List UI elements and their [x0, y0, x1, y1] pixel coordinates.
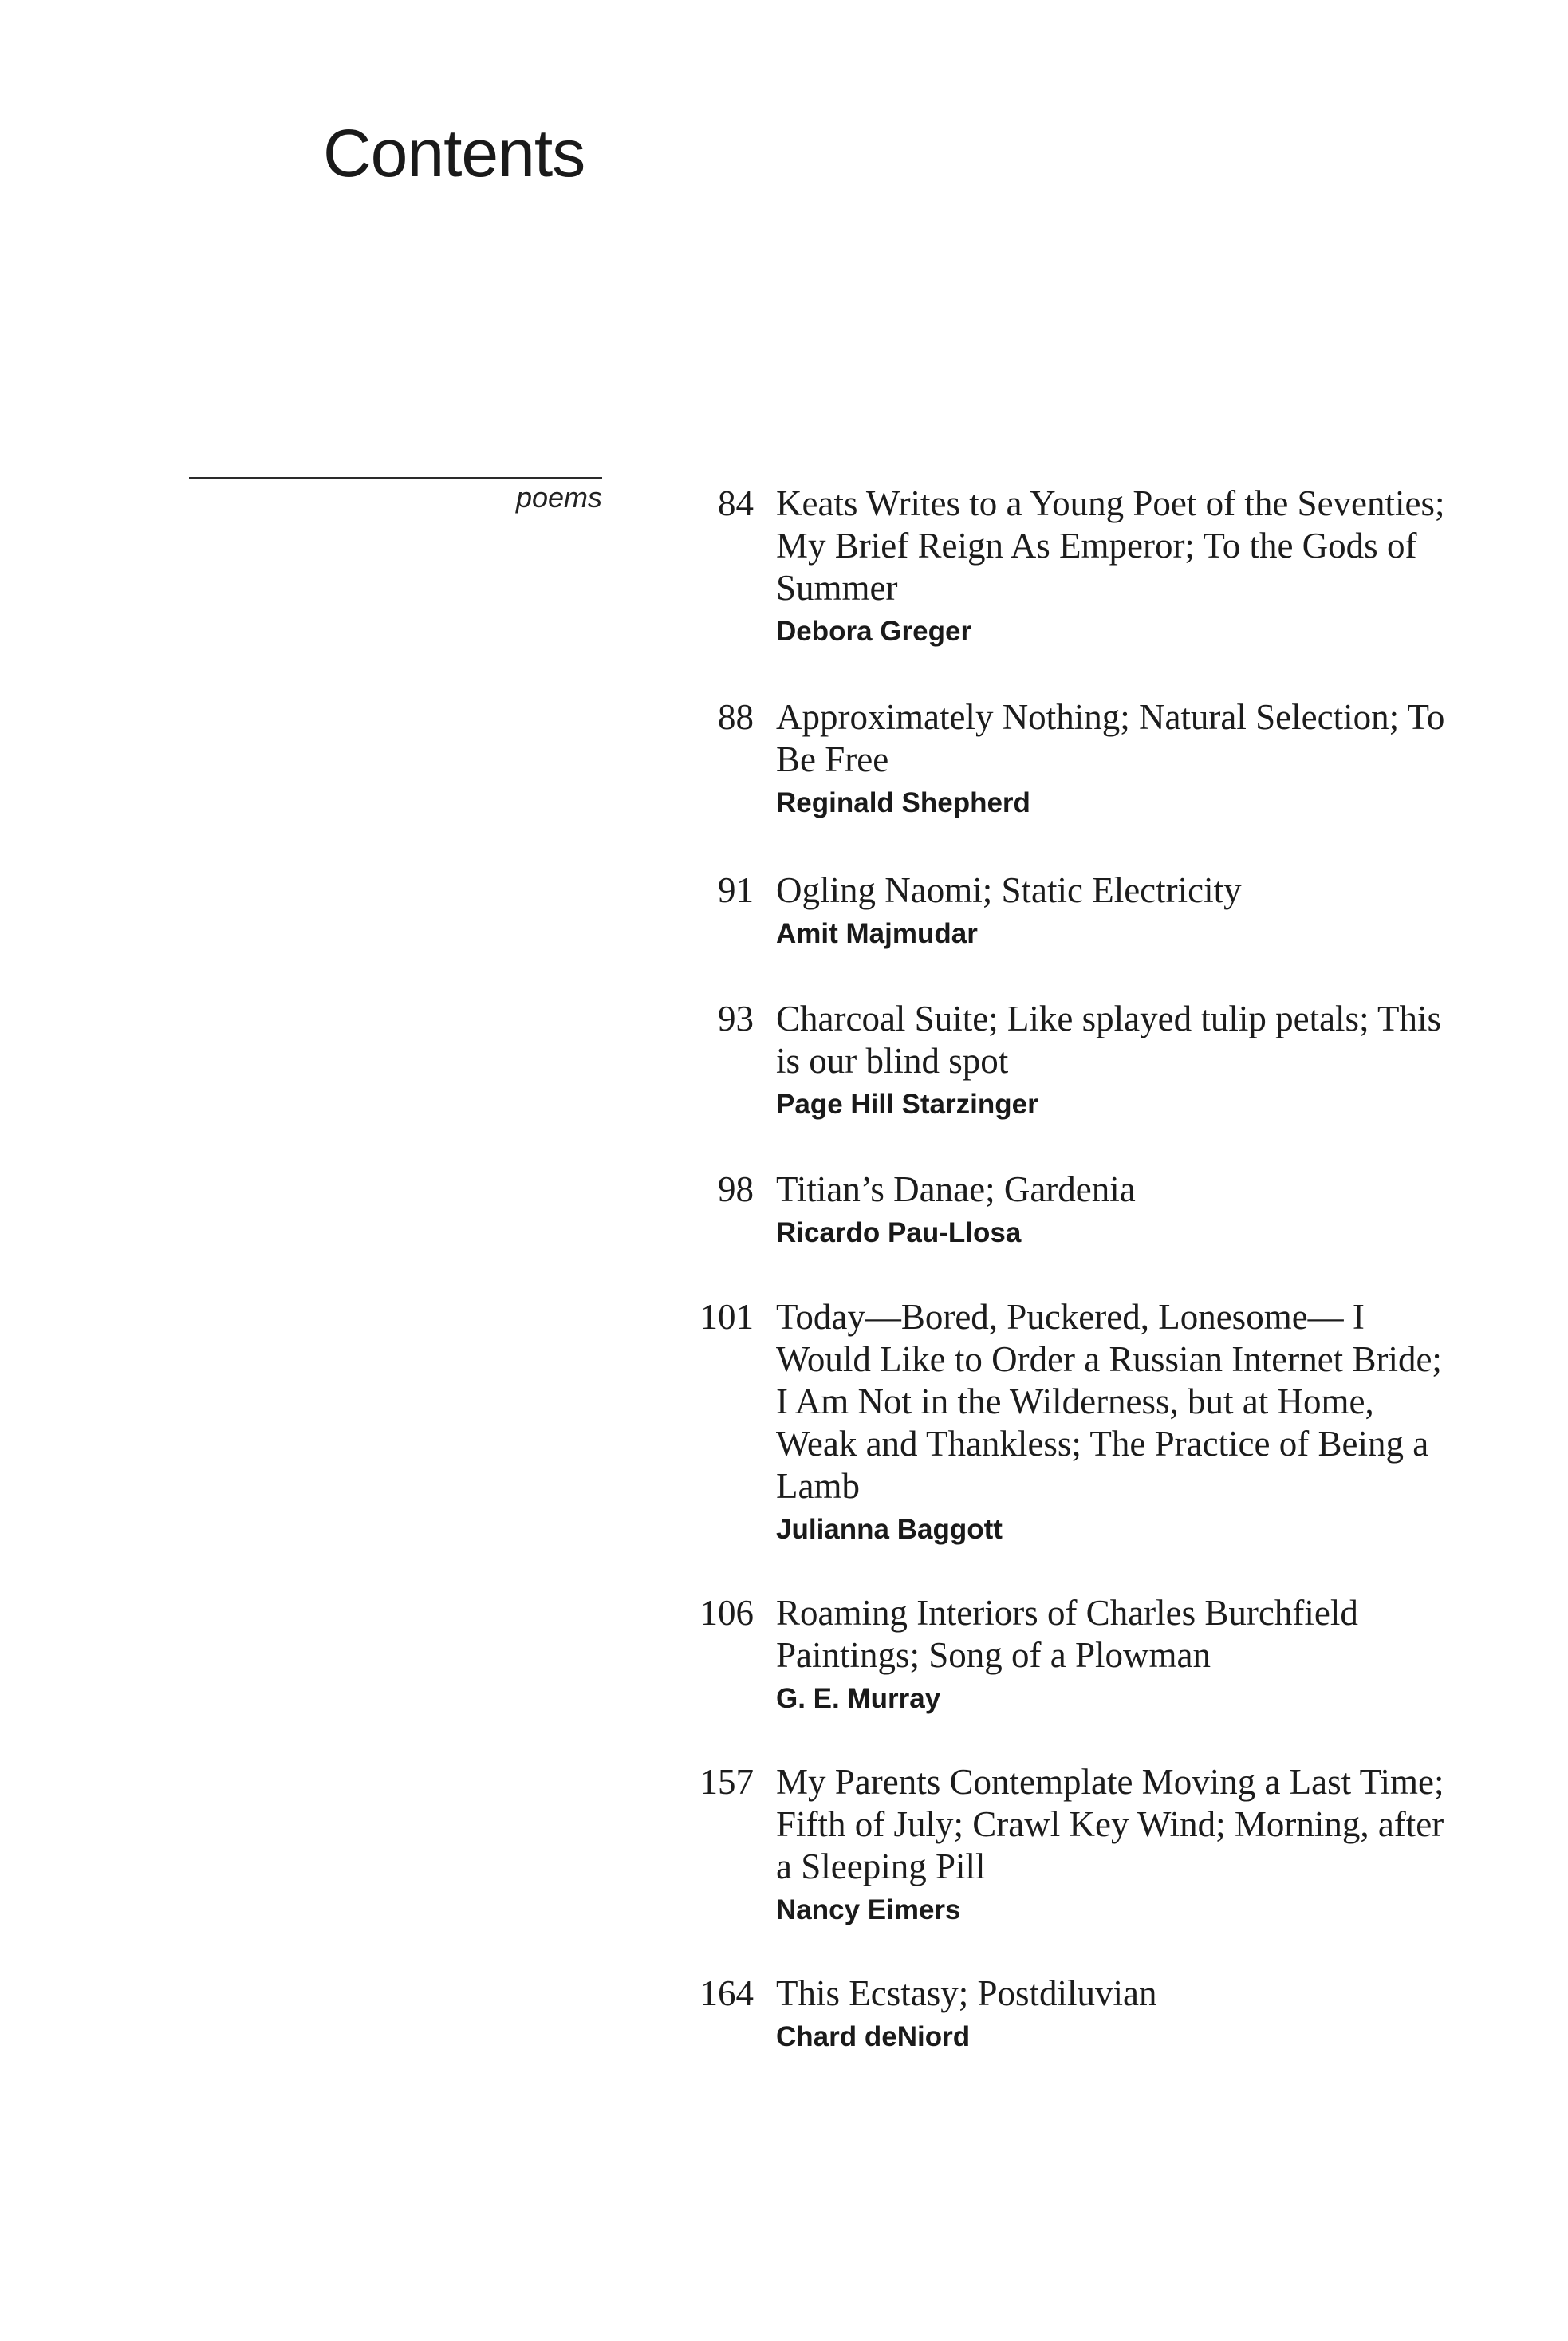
entry-page-number: 98 — [718, 1169, 754, 1209]
entry-page-number: 164 — [699, 1973, 754, 2013]
entry-title: Roaming Interiors of Charles Burchfield Paintings; Song of a Plowman — [776, 1593, 1358, 1675]
entry-author: Reginald Shepherd — [776, 787, 1030, 818]
entry-page-number: 93 — [718, 999, 754, 1038]
entry-title: Titian’s Danae; Gardenia — [776, 1169, 1136, 1209]
entry-title: Ogling Naomi; Static Electricity — [776, 870, 1242, 910]
entry-author: Page Hill Starzinger — [776, 1089, 1038, 1120]
section-label: poems — [515, 481, 602, 514]
entry-author: Debora Greger — [776, 616, 972, 647]
entry-title: Keats Writes to a Young Poet of the Seventies; My Brief Reign As Emperor; To the Gods of Summer — [776, 483, 1445, 608]
entry-page-number: 88 — [718, 697, 754, 737]
entry-author: Amit Majmudar — [776, 918, 978, 949]
entry-title: This Ecstasy; Postdiluvian — [776, 1973, 1157, 2013]
entry-title: Charcoal Suite; Like splayed tulip petals; This is our blind spot — [776, 999, 1442, 1081]
entry-author: G. E. Murray — [776, 1683, 941, 1714]
entry-page-number: 91 — [718, 870, 754, 910]
entry-author: Chard deNiord — [776, 2021, 971, 2052]
entry-title: Approximately Nothing; Natural Selection; To Be Free — [776, 697, 1445, 779]
entry-title: My Parents Contemplate Moving a Last Time; Fifth of July; Crawl Key Wind; Morning, after a Sleeping Pill — [776, 1762, 1444, 1886]
entry-page-number: 84 — [718, 483, 754, 523]
entry-author: Ricardo Pau-Llosa — [776, 1217, 1022, 1248]
section-divider — [189, 477, 602, 479]
entry-author: Nancy Eimers — [776, 1894, 961, 1925]
page-title: Contents — [323, 116, 585, 191]
entry-page-number: 101 — [699, 1297, 754, 1337]
entry-page-number: 157 — [699, 1762, 754, 1802]
entry-author: Julianna Baggott — [776, 1514, 1003, 1545]
entry-title: Today—Bored, Puckered, Lonesome— I Would Like to Order a Russian Internet Bride; I Am Not in the Wilderness, but at Home, Weak and Thankless; The Practice of Being a Lamb — [776, 1297, 1442, 1506]
entry-page-number: 106 — [699, 1593, 754, 1633]
